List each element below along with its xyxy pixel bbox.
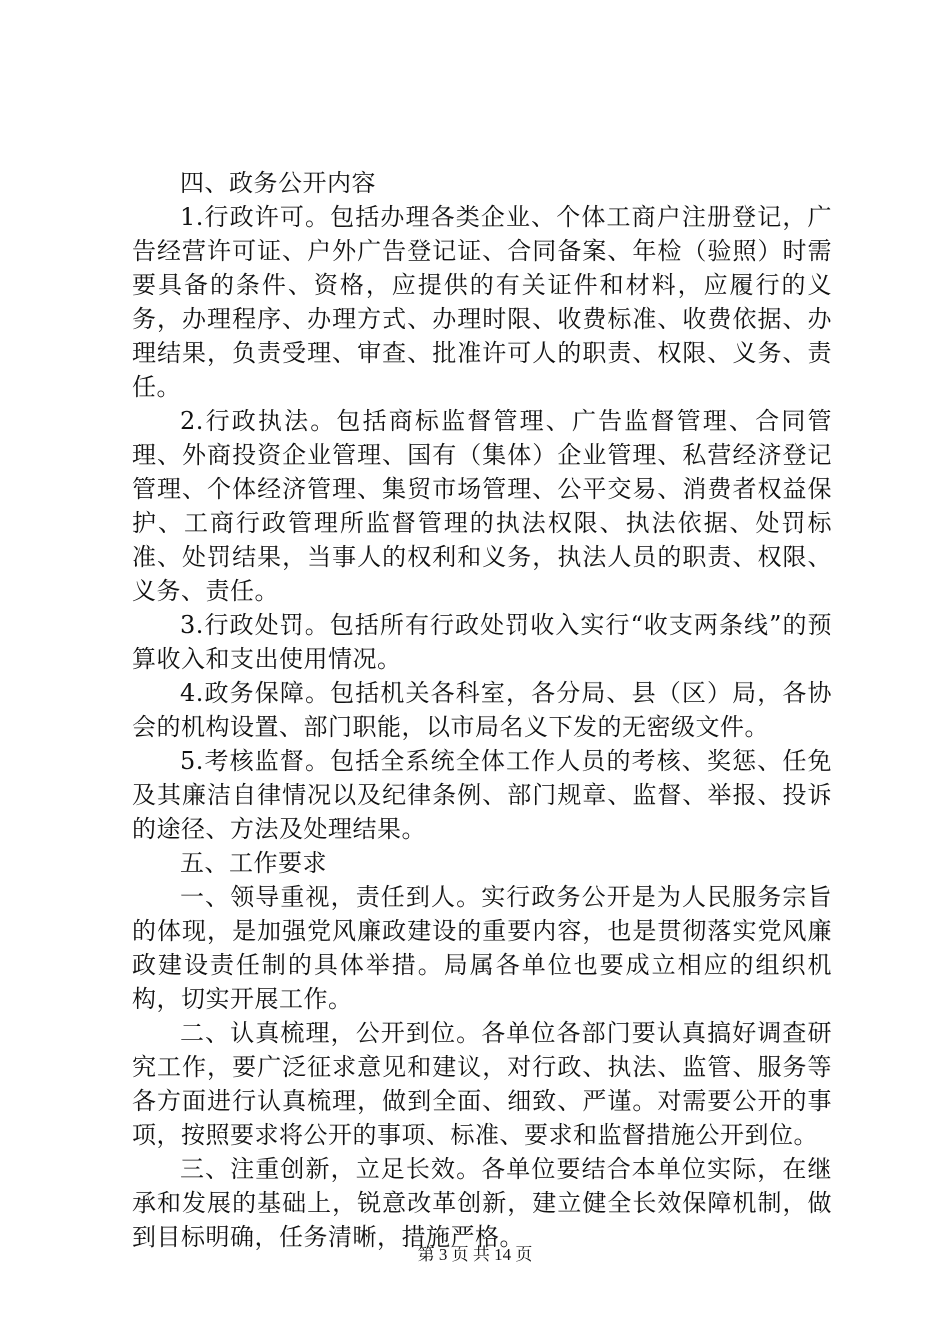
paragraph-government-support: 4.政务保障。包括机关各科室，各分局、县（区）局，各协会的机构设置、部门职能，以市局名义下发的无密级文件。 <box>132 679 832 741</box>
paragraph-administrative-enforcement: 2.行政执法。包括商标监督管理、广告监督管理、合同管理、外商投资企业管理、国有（集体）企业管理、私营经济登记管理、个体经济管理、集贸市场管理、公平交易、消费者权益保护、工商行政管理所监督管理的执法权限、执法依据、处罚标准、处罚结果，当事人的权利和义务，执法人员的职责、权限、义务、责任。 <box>132 407 832 605</box>
paragraph-innovation: 三、注重创新，立足长效。各单位要结合本单位实际，在继承和发展的基础上，锐意改革创新，建立健全长效保障机制，做到目标明确，任务清晰，措施严格。 <box>132 1155 832 1251</box>
page-number-footer: 第 3 页 共 14 页 <box>417 1245 533 1264</box>
paragraph-administrative-licensing: 1.行政许可。包括办理各类企业、个体工商户注册登记，广告经营许可证、户外广告登记证、合同备案、年检（验照）时需要具备的条件、资格，应提供的有关证件和材料，应履行的义务，办理程序、办理方式、办理时限、收费标准、收费依据、办理结果，负责受理、审查、批准许可人的职责、权限、义务、责任。 <box>132 203 832 401</box>
paragraph-review-disclosure: 二、认真梳理，公开到位。各单位各部门要认真搞好调查研究工作，要广泛征求意见和建议，对行政、执法、监管、服务等各方面进行认真梳理，做到全面、细致、严谨。对需要公开的事项，按照要求将公开的事项、标准、要求和监督措施公开到位。 <box>132 1019 832 1149</box>
paragraph-administrative-penalty: 3.行政处罚。包括所有行政处罚收入实行“收支两条线”的预算收入和支出使用情况。 <box>132 611 832 673</box>
section-heading-work-requirements: 五、工作要求 <box>180 849 327 877</box>
document-body <box>132 166 832 1254</box>
paragraph-assessment-supervision: 5.考核监督。包括全系统全体工作人员的考核、奖惩、任免及其廉洁自律情况以及纪律条例、部门规章、监督、举报、投诉的途径、方法及处理结果。 <box>132 747 832 843</box>
section-heading-disclosure-content: 四、政务公开内容 <box>180 169 376 197</box>
paragraph-leadership: 一、领导重视，责任到人。实行政务公开是为人民服务宗旨的体现，是加强党风廉政建设的重要内容，也是贯彻落实党风廉政建设责任制的具体举措。局属各单位也要成立相应的组织机构，切实开展工作。 <box>132 883 832 1013</box>
